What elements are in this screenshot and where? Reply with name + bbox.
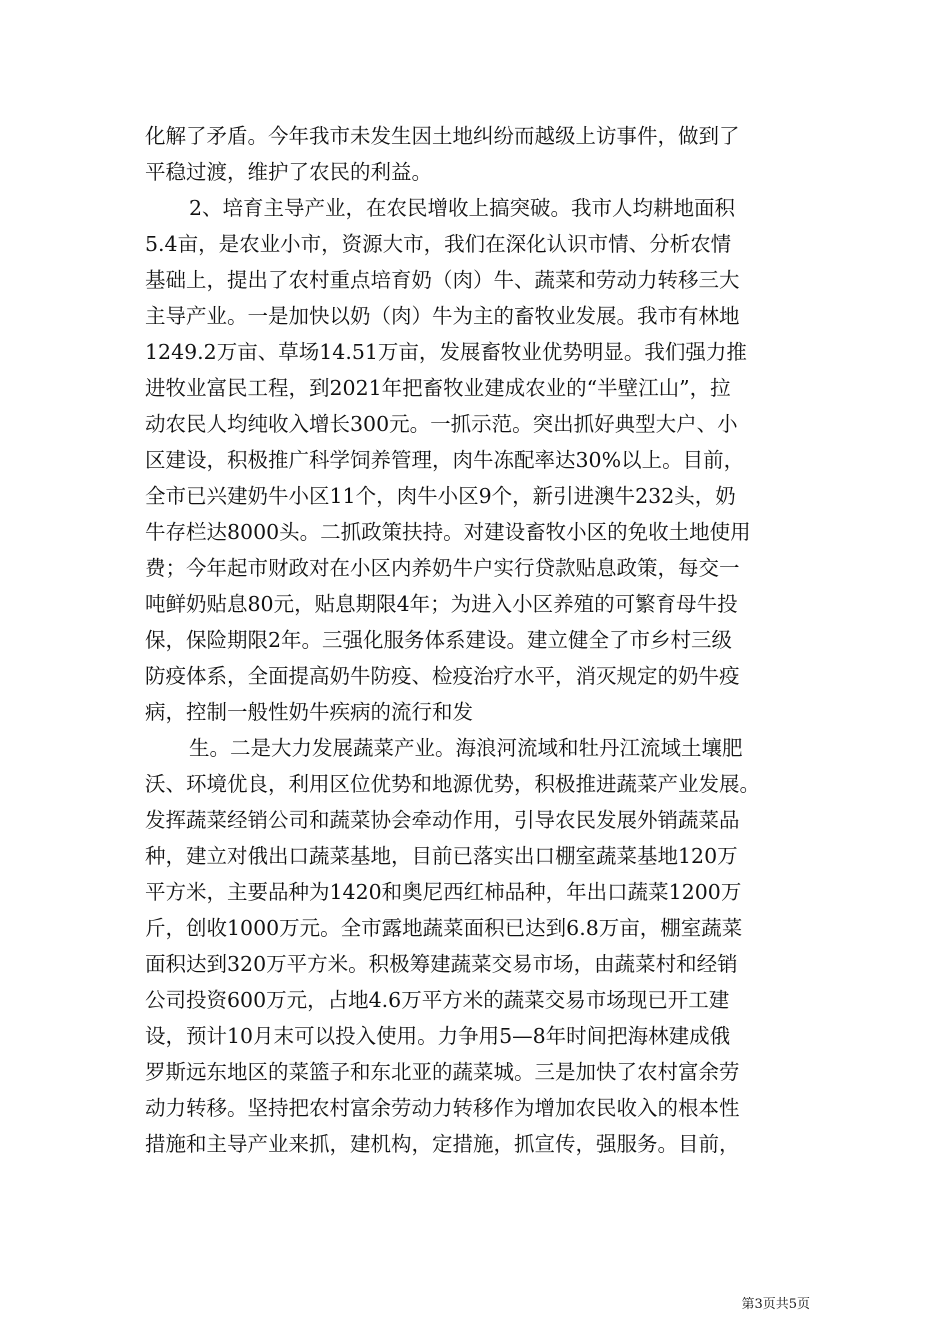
text-line: 病，控制一般性奶牛疾病的流行和发 — [145, 700, 473, 724]
text-line: 主导产业。一是加快以奶（肉）牛为主的畜牧业发展。我市有林地 — [145, 304, 740, 328]
text-line: 化解了矛盾。今年我市未发生因土地纠纷而越级上访事件，做到了 — [145, 124, 740, 148]
text-line: 牛存栏达8000头。二抓政策扶持。对建设畜牧小区的免收土地使用 — [145, 520, 751, 544]
text-line: 沃、环境优良，利用区位优势和地源优势，积极推进蔬菜产业发展。 — [145, 772, 760, 796]
page-number: 第3页共5页 — [741, 1297, 810, 1312]
text-line: 种，建立对俄出口蔬菜基地，目前已落实出口棚室蔬菜基地120万 — [145, 844, 738, 868]
text-line: 区建设，积极推广科学饲养管理，肉牛冻配率达30%以上。目前， — [145, 448, 745, 472]
text-line: 全市已兴建奶牛小区11个，肉牛小区9个，新引进澳牛232头，奶 — [145, 484, 736, 508]
text-line: 发挥蔬菜经销公司和蔬菜协会牵动作用，引导农民发展外销蔬菜品 — [145, 808, 740, 832]
text-line: 动农民人均纯收入增长300元。一抓示范。突出抓好典型大户、小 — [145, 412, 738, 436]
text-line: 平方米，主要品种为1420和奥尼西红柿品种，年出口蔬菜1200万 — [145, 880, 742, 904]
text-line: 进牧业富民工程，到2021年把畜牧业建成农业的“半壁江山”，拉 — [145, 376, 731, 400]
text-line: 设，预计10月末可以投入使用。力争用5—8年时间把海林建成俄 — [145, 1024, 731, 1048]
text-line: 面积达到320万平方米。积极筹建蔬菜交易市场，由蔬菜村和经销 — [145, 952, 738, 976]
text-line: 保，保险期限2年。三强化服务体系建设。建立健全了市乡村三级 — [145, 628, 733, 652]
text-line: 1249.2万亩、草场14.51万亩，发展畜牧业优势明显。我们强力推 — [145, 340, 747, 364]
text-line: 动力转移。坚持把农村富余劳动力转移作为增加农民收入的根本性 — [145, 1096, 740, 1120]
text-line: 5.4亩，是农业小市，资源大市，我们在深化认识市情、分析农情 — [145, 232, 732, 256]
text-line: 基础上，提出了农村重点培育奶（肉）牛、蔬菜和劳动力转移三大 — [145, 268, 740, 292]
text-line: 公司投资600万元，占地4.6万平方米的蔬菜交易市场现已开工建 — [145, 988, 730, 1012]
document-body — [145, 118, 809, 1162]
text-line: 费；今年起市财政对在小区内养奶牛户实行贷款贴息政策，每交一 — [145, 556, 740, 580]
text-line: 吨鲜奶贴息80元，贴息期限4年；为进入小区养殖的可繁育母牛投 — [145, 592, 738, 616]
text-line: 斤，创收1000万元。全市露地蔬菜面积已达到6.8万亩，棚室蔬菜 — [145, 916, 743, 940]
text-line: 平稳过渡，维护了农民的利益。 — [145, 160, 432, 184]
text-line: 措施和主导产业来抓，建机构，定措施，抓宣传，强服务。目前， — [145, 1132, 740, 1156]
text-line: 防疫体系，全面提高奶牛防疫、检疫治疗水平，消灭规定的奶牛疫 — [145, 664, 740, 688]
text-line: 2、培育主导产业，在农民增收上搞突破。我市人均耕地面积 — [189, 196, 736, 220]
text-line: 罗斯远东地区的菜篮子和东北亚的蔬菜城。三是加快了农村富余劳 — [145, 1060, 740, 1084]
text-line: 生。二是大力发展蔬菜产业。海浪河流域和牡丹江流域土壤肥 — [189, 736, 743, 760]
